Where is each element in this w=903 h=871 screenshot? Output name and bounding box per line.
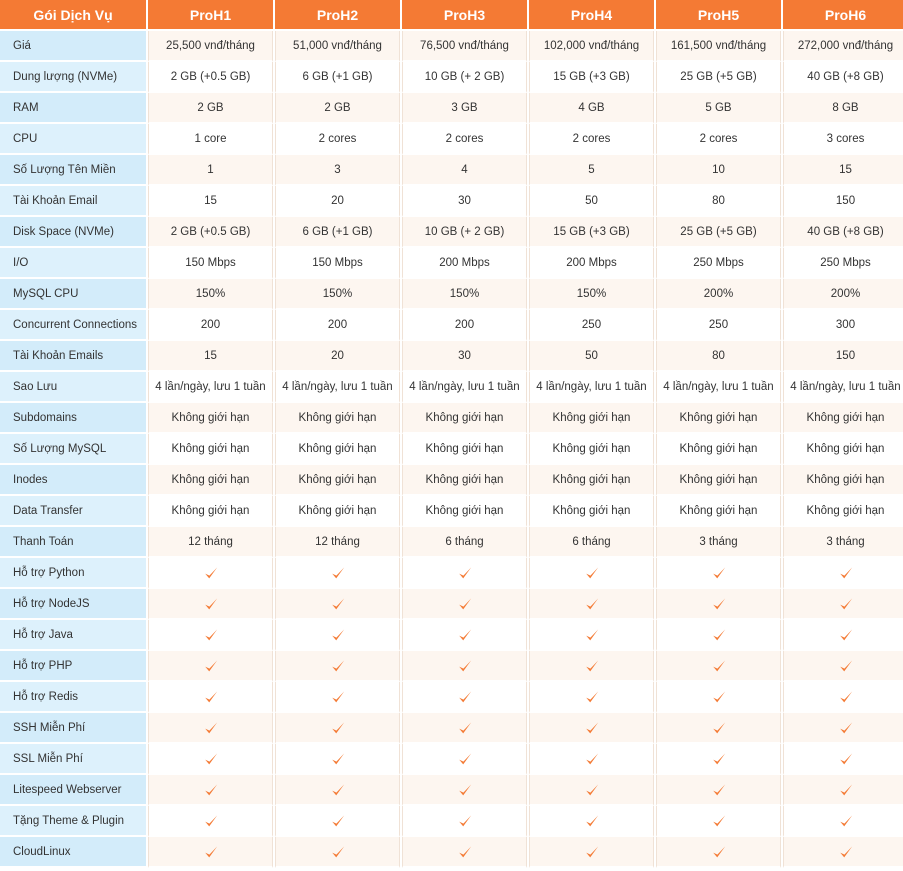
checkmark-icon xyxy=(402,682,527,713)
table-row xyxy=(0,372,903,403)
checkmark-icon xyxy=(402,558,527,589)
plan-value: 15 xyxy=(148,186,273,217)
plan-header-proh3: ProH3 xyxy=(402,0,527,31)
checkmark-icon xyxy=(783,651,903,682)
feature-label: Giá xyxy=(0,31,146,62)
feature-label: Sao Lưu xyxy=(0,372,146,403)
plan-value: Không giới hạn xyxy=(402,496,527,527)
feature-label: Concurrent Connections xyxy=(0,310,146,341)
plan-value: 10 GB (+ 2 GB) xyxy=(402,217,527,248)
table-row xyxy=(0,434,903,465)
plan-value: 40 GB (+8 GB) xyxy=(783,62,903,93)
table-row xyxy=(0,341,903,372)
plan-value: 4 lần/ngày, lưu 1 tuần xyxy=(402,372,527,403)
checkmark-icon xyxy=(529,620,654,651)
plan-value: 10 xyxy=(656,155,781,186)
checkmark-icon xyxy=(656,558,781,589)
checkmark-icon xyxy=(529,589,654,620)
table-row xyxy=(0,248,903,279)
checkmark-icon xyxy=(656,713,781,744)
plan-value: Không giới hạn xyxy=(783,496,903,527)
feature-label: Inodes xyxy=(0,465,146,496)
plan-value: 51,000 vnđ/tháng xyxy=(275,31,400,62)
plan-value: 76,500 vnđ/tháng xyxy=(402,31,527,62)
feature-label: Hỗ trợ NodeJS xyxy=(0,589,146,620)
checkmark-icon xyxy=(275,620,400,651)
checkmark-icon xyxy=(402,651,527,682)
plan-value: 6 tháng xyxy=(402,527,527,558)
plan-value: 2 GB xyxy=(275,93,400,124)
checkmark-icon xyxy=(275,682,400,713)
feature-label: SSL Miễn Phí xyxy=(0,744,146,775)
checkmark-icon xyxy=(275,589,400,620)
feature-label: CloudLinux xyxy=(0,837,146,868)
checkmark-icon xyxy=(783,744,903,775)
checkmark-icon xyxy=(402,620,527,651)
checkmark-icon xyxy=(529,837,654,868)
table-row xyxy=(0,217,903,248)
feature-label: Số Lượng Tên Miền xyxy=(0,155,146,186)
checkmark-icon xyxy=(783,620,903,651)
checkmark-icon xyxy=(783,837,903,868)
checkmark-icon xyxy=(529,744,654,775)
plan-value: 4 lần/ngày, lưu 1 tuần xyxy=(783,372,903,403)
checkmark-icon xyxy=(148,837,273,868)
plan-value: Không giới hạn xyxy=(402,465,527,496)
plan-value: Không giới hạn xyxy=(148,465,273,496)
checkmark-icon xyxy=(529,651,654,682)
checkmark-icon xyxy=(275,744,400,775)
checkmark-icon xyxy=(275,558,400,589)
feature-label: Hỗ trợ Python xyxy=(0,558,146,589)
plan-value: 80 xyxy=(656,341,781,372)
plan-value: 2 GB (+0.5 GB) xyxy=(148,62,273,93)
plan-value: 10 GB (+ 2 GB) xyxy=(402,62,527,93)
checkmark-icon xyxy=(656,744,781,775)
checkmark-icon xyxy=(656,620,781,651)
checkmark-icon xyxy=(148,775,273,806)
table-row xyxy=(0,682,903,713)
checkmark-icon xyxy=(656,682,781,713)
plan-value: 300 xyxy=(783,310,903,341)
plan-value: 200% xyxy=(783,279,903,310)
plan-value: Không giới hạn xyxy=(783,403,903,434)
table-row xyxy=(0,403,903,434)
plan-value: 250 xyxy=(656,310,781,341)
table-row xyxy=(0,155,903,186)
plan-value: 272,000 vnđ/tháng xyxy=(783,31,903,62)
plan-value: Không giới hạn xyxy=(275,465,400,496)
plan-value: Không giới hạn xyxy=(656,496,781,527)
plan-value: 4 lần/ngày, lưu 1 tuần xyxy=(148,372,273,403)
plan-value: 25 GB (+5 GB) xyxy=(656,62,781,93)
plan-value: 15 xyxy=(783,155,903,186)
plan-value: 4 lần/ngày, lưu 1 tuần xyxy=(529,372,654,403)
plan-value: 200 xyxy=(148,310,273,341)
plan-value: 200 Mbps xyxy=(529,248,654,279)
checkmark-icon xyxy=(275,837,400,868)
plan-value: 30 xyxy=(402,186,527,217)
plan-header-proh1: ProH1 xyxy=(148,0,273,31)
plan-header-proh6: ProH6 xyxy=(783,0,903,31)
checkmark-icon xyxy=(656,651,781,682)
plan-value: 150 Mbps xyxy=(148,248,273,279)
table-row xyxy=(0,62,903,93)
plan-value: 3 cores xyxy=(783,124,903,155)
feature-column-header: Gói Dịch Vụ xyxy=(0,0,146,31)
feature-label: Disk Space (NVMe) xyxy=(0,217,146,248)
feature-label: RAM xyxy=(0,93,146,124)
plan-value: 50 xyxy=(529,341,654,372)
checkmark-icon xyxy=(656,837,781,868)
plan-value: 4 lần/ngày, lưu 1 tuần xyxy=(656,372,781,403)
plan-value: 200 xyxy=(402,310,527,341)
checkmark-icon xyxy=(402,713,527,744)
plan-value: Không giới hạn xyxy=(148,496,273,527)
table-row xyxy=(0,527,903,558)
plan-value: Không giới hạn xyxy=(656,403,781,434)
plan-value: 150% xyxy=(275,279,400,310)
checkmark-icon xyxy=(529,558,654,589)
plan-value: Không giới hạn xyxy=(529,403,654,434)
plan-value: 3 tháng xyxy=(783,527,903,558)
plan-value: Không giới hạn xyxy=(529,465,654,496)
header-row xyxy=(0,0,903,31)
table-row xyxy=(0,31,903,62)
feature-label: Số Lượng MySQL xyxy=(0,434,146,465)
checkmark-icon xyxy=(275,806,400,837)
plan-value: 200 Mbps xyxy=(402,248,527,279)
plan-value: 50 xyxy=(529,186,654,217)
checkmark-icon xyxy=(275,651,400,682)
plan-value: 2 cores xyxy=(402,124,527,155)
plan-value: 15 xyxy=(148,341,273,372)
checkmark-icon xyxy=(148,589,273,620)
checkmark-icon xyxy=(783,775,903,806)
feature-label: Litespeed Webserver xyxy=(0,775,146,806)
feature-label: Data Transfer xyxy=(0,496,146,527)
plan-value: 25,500 vnđ/tháng xyxy=(148,31,273,62)
plan-value: 6 GB (+1 GB) xyxy=(275,217,400,248)
plan-value: Không giới hạn xyxy=(529,434,654,465)
feature-label: Dung lượng (NVMe) xyxy=(0,62,146,93)
plan-value: Không giới hạn xyxy=(402,403,527,434)
feature-label: SSH Miễn Phí xyxy=(0,713,146,744)
checkmark-icon xyxy=(402,806,527,837)
plan-value: 2 cores xyxy=(275,124,400,155)
checkmark-icon xyxy=(148,558,273,589)
checkmark-icon xyxy=(529,806,654,837)
plan-value: 25 GB (+5 GB) xyxy=(656,217,781,248)
plan-value: 6 GB (+1 GB) xyxy=(275,62,400,93)
plan-value: 5 xyxy=(529,155,654,186)
table-row xyxy=(0,713,903,744)
feature-label: I/O xyxy=(0,248,146,279)
plan-value: 150 Mbps xyxy=(275,248,400,279)
table-row xyxy=(0,186,903,217)
plan-value: Không giới hạn xyxy=(783,465,903,496)
plan-value: 2 cores xyxy=(656,124,781,155)
plan-value: 102,000 vnđ/tháng xyxy=(529,31,654,62)
plan-value: 150 xyxy=(783,186,903,217)
feature-label: Hỗ trợ Java xyxy=(0,620,146,651)
plan-value: Không giới hạn xyxy=(148,434,273,465)
table-row xyxy=(0,651,903,682)
plan-value: 15 GB (+3 GB) xyxy=(529,62,654,93)
plan-value: 20 xyxy=(275,186,400,217)
feature-label: Tặng Theme & Plugin xyxy=(0,806,146,837)
checkmark-icon xyxy=(656,806,781,837)
plan-value: 250 Mbps xyxy=(783,248,903,279)
plan-value: 1 xyxy=(148,155,273,186)
plan-value: Không giới hạn xyxy=(148,403,273,434)
table-row xyxy=(0,620,903,651)
plan-value: 8 GB xyxy=(783,93,903,124)
plan-value: 12 tháng xyxy=(275,527,400,558)
table-row xyxy=(0,744,903,775)
feature-label: Hỗ trợ PHP xyxy=(0,651,146,682)
plan-value: 2 GB xyxy=(148,93,273,124)
plan-header-proh2: ProH2 xyxy=(275,0,400,31)
plan-value: Không giới hạn xyxy=(275,403,400,434)
plan-value: 3 xyxy=(275,155,400,186)
checkmark-icon xyxy=(656,775,781,806)
plan-value: 4 GB xyxy=(529,93,654,124)
feature-label: Tài Khoản Emails xyxy=(0,341,146,372)
checkmark-icon xyxy=(783,682,903,713)
checkmark-icon xyxy=(529,713,654,744)
table-row xyxy=(0,465,903,496)
plan-value: 3 tháng xyxy=(656,527,781,558)
checkmark-icon xyxy=(148,744,273,775)
checkmark-icon xyxy=(402,744,527,775)
plan-value: 250 xyxy=(529,310,654,341)
feature-label: Subdomains xyxy=(0,403,146,434)
plan-value: 200 xyxy=(275,310,400,341)
plan-value: Không giới hạn xyxy=(275,434,400,465)
checkmark-icon xyxy=(529,682,654,713)
table-row xyxy=(0,93,903,124)
plan-value: 250 Mbps xyxy=(656,248,781,279)
plan-value: Không giới hạn xyxy=(529,496,654,527)
table-row xyxy=(0,806,903,837)
checkmark-icon xyxy=(275,713,400,744)
plan-value: 1 core xyxy=(148,124,273,155)
plan-value: 200% xyxy=(656,279,781,310)
table-row xyxy=(0,310,903,341)
plan-value: 150% xyxy=(529,279,654,310)
table-row xyxy=(0,558,903,589)
plan-value: 12 tháng xyxy=(148,527,273,558)
feature-label: Thanh Toán xyxy=(0,527,146,558)
feature-label: MySQL CPU xyxy=(0,279,146,310)
table-row xyxy=(0,589,903,620)
plan-value: 15 GB (+3 GB) xyxy=(529,217,654,248)
plan-value: Không giới hạn xyxy=(275,496,400,527)
checkmark-icon xyxy=(783,713,903,744)
plan-value: 2 cores xyxy=(529,124,654,155)
table-row xyxy=(0,496,903,527)
plan-value: 40 GB (+8 GB) xyxy=(783,217,903,248)
feature-label: CPU xyxy=(0,124,146,155)
plan-value: 80 xyxy=(656,186,781,217)
checkmark-icon xyxy=(148,682,273,713)
plan-value: Không giới hạn xyxy=(783,434,903,465)
plan-header-proh5: ProH5 xyxy=(656,0,781,31)
checkmark-icon xyxy=(656,589,781,620)
plan-value: 6 tháng xyxy=(529,527,654,558)
plan-value: 3 GB xyxy=(402,93,527,124)
plan-value: 161,500 vnđ/tháng xyxy=(656,31,781,62)
checkmark-icon xyxy=(402,775,527,806)
checkmark-icon xyxy=(148,713,273,744)
plan-value: Không giới hạn xyxy=(656,434,781,465)
feature-label: Hỗ trợ Redis xyxy=(0,682,146,713)
checkmark-icon xyxy=(783,806,903,837)
plan-value: 2 GB (+0.5 GB) xyxy=(148,217,273,248)
plan-value: 150 xyxy=(783,341,903,372)
plan-value: 4 lần/ngày, lưu 1 tuần xyxy=(275,372,400,403)
feature-label: Tài Khoản Email xyxy=(0,186,146,217)
checkmark-icon xyxy=(402,837,527,868)
plan-value: 20 xyxy=(275,341,400,372)
checkmark-icon xyxy=(783,589,903,620)
plan-value: 150% xyxy=(402,279,527,310)
plan-value: 150% xyxy=(148,279,273,310)
checkmark-icon xyxy=(783,558,903,589)
table-row xyxy=(0,837,903,868)
table-row xyxy=(0,775,903,806)
checkmark-icon xyxy=(275,775,400,806)
checkmark-icon xyxy=(148,806,273,837)
plan-value: Không giới hạn xyxy=(402,434,527,465)
plan-value: Không giới hạn xyxy=(656,465,781,496)
plan-header-proh4: ProH4 xyxy=(529,0,654,31)
checkmark-icon xyxy=(529,775,654,806)
table-row xyxy=(0,279,903,310)
plan-value: 5 GB xyxy=(656,93,781,124)
checkmark-icon xyxy=(148,620,273,651)
checkmark-icon xyxy=(402,589,527,620)
checkmark-icon xyxy=(148,651,273,682)
plan-value: 30 xyxy=(402,341,527,372)
table-row xyxy=(0,124,903,155)
plan-value: 4 xyxy=(402,155,527,186)
